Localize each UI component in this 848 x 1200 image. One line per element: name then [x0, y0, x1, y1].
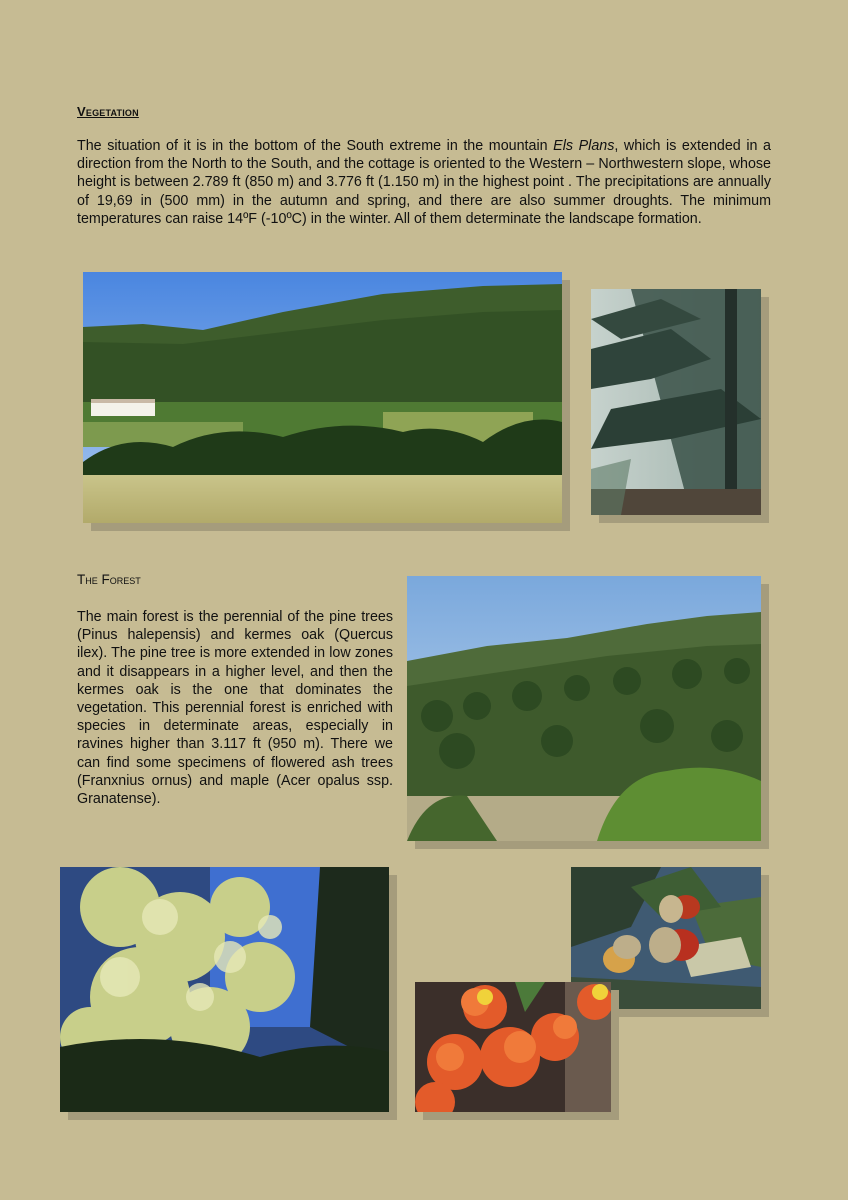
intro-text-1: The situation of it is in the bottom of the South extreme in the mountain [77, 138, 554, 154]
intro-paragraph [77, 137, 771, 228]
forest-hillside-photo [407, 576, 761, 841]
intro-place-name: Els Plans [553, 138, 615, 154]
cedar-tree-photo [591, 289, 761, 515]
forest-subtitle: The Forest [77, 572, 141, 587]
flowering-ash-photo [60, 867, 389, 1112]
maple-leaves-photo [415, 982, 611, 1112]
forest-paragraph: The main forest is the perennial of the pine trees (Pinus halepensis) and kermes oak (Quercus ilex). The pine tree is more extended in low zones and it disappears in a higher level, and then the kermes oak is the one that dominates the vegetation. This perennial forest is enriched with species in determinate areas, especially in ravines higher than 3.117 ft (950 m). There we can find some specimens of flowered ash trees (Franxnius ornus) and maple (Acer opalus ssp. Granatense). [77, 609, 393, 808]
section-title: Vegetation [77, 104, 139, 119]
intro-text-2: , which is extended in a direction from the North to the South, and the cottage is oriented to the Western – Northwestern slope, whose height is between 2.789 ft (850 m) and 3.776 ft (1.150 m) in the highest point . The precipitations are annually of 19,69 in (500 mm) in the autumn and spring, and there are also summer droughts. The minimum temperatures can raise 14ºF (-10ºC) in the winter. All of them determinate the landscape formation. [77, 138, 771, 227]
valley-landscape-photo [83, 272, 562, 523]
